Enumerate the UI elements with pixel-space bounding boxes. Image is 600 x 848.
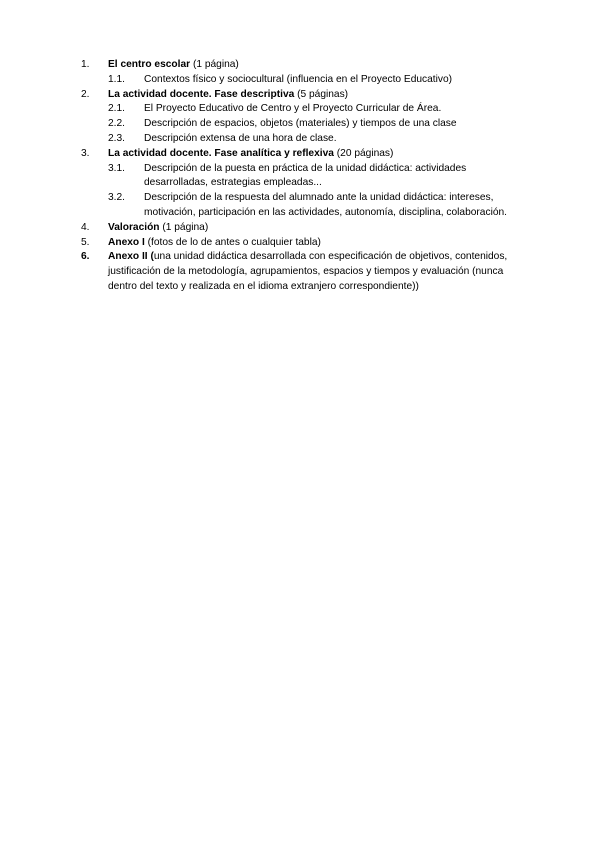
item-text: (1 página)	[159, 221, 209, 233]
item-text: (1 página)	[190, 59, 239, 70]
item-number: 2.	[81, 88, 90, 100]
item-number: 5.	[81, 236, 90, 248]
item-title: Anexo I	[108, 236, 145, 248]
sub-item-number: 2.1.	[108, 103, 125, 115]
sub-item-number: 2.2.	[108, 118, 125, 130]
list-item-4	[81, 221, 528, 236]
item-number: 1.	[81, 59, 90, 70]
item-title: La actividad docente. Fase analítica y reflexiva	[108, 147, 334, 159]
sub-item-3-1	[81, 162, 528, 192]
list-item-3	[81, 147, 528, 162]
sub-item-text: Descripción de la respuesta del alumnado ante la unidad didáctica: intereses, motivación, participación en las actividades, autonomía, disciplina, colaboración.	[144, 192, 507, 218]
sub-item-text: Descripción de espacios, objetos (materiales) y tiempos de una clase	[144, 118, 457, 130]
item-text: (5 páginas)	[294, 88, 349, 100]
sub-item-text: Contextos físico y sociocultural (influencia en el Proyecto Educativo)	[144, 73, 453, 85]
sub-item-text: Descripción de la puesta en práctica de la unidad didáctica: actividades desarrolladas, estrategias empleadas...	[144, 162, 467, 189]
sub-item-number: 2.3.	[108, 132, 125, 144]
sub-item-text: Descripción extensa de una hora de clase.	[144, 132, 337, 144]
sub-item-number: 1.1.	[108, 73, 125, 85]
list-item-2	[81, 88, 528, 103]
item-text: (fotos de lo de antes o cualquier tabla)	[144, 236, 321, 248]
item-number: 4.	[81, 221, 90, 233]
sub-item-1-1	[81, 73, 528, 88]
item-title: Anexo II (	[108, 251, 154, 263]
sub-item-number: 3.2.	[108, 192, 125, 204]
sub-item-text: El Proyecto Educativo de Centro y el Proyecto Curricular de Área.	[144, 103, 442, 115]
item-text: (20 páginas)	[333, 147, 394, 159]
sub-item-3-2	[81, 191, 528, 221]
item-title: El centro escolar	[108, 59, 191, 70]
item-number: 3.	[81, 147, 90, 159]
sub-item-2-3	[81, 132, 528, 147]
item-number: 6.	[81, 251, 90, 263]
sub-item-2-2	[81, 117, 528, 132]
list-item-5	[81, 236, 528, 251]
sub-item-2-1	[81, 102, 528, 117]
item-title: La actividad docente. Fase descriptiva	[108, 88, 295, 100]
item-title: Valoración	[108, 221, 160, 233]
sub-item-number: 3.1.	[108, 162, 125, 174]
list-item-1	[81, 58, 528, 73]
list-item-6	[81, 250, 528, 294]
item-text: una unidad didáctica desarrollada con especificación de objetivos, contenidos, justificación de la metodología, agrupamientos, espacios y tiempos y evaluación (nunca dentro del texto y realizada en el idioma extranjero correspondiente))	[108, 251, 508, 292]
